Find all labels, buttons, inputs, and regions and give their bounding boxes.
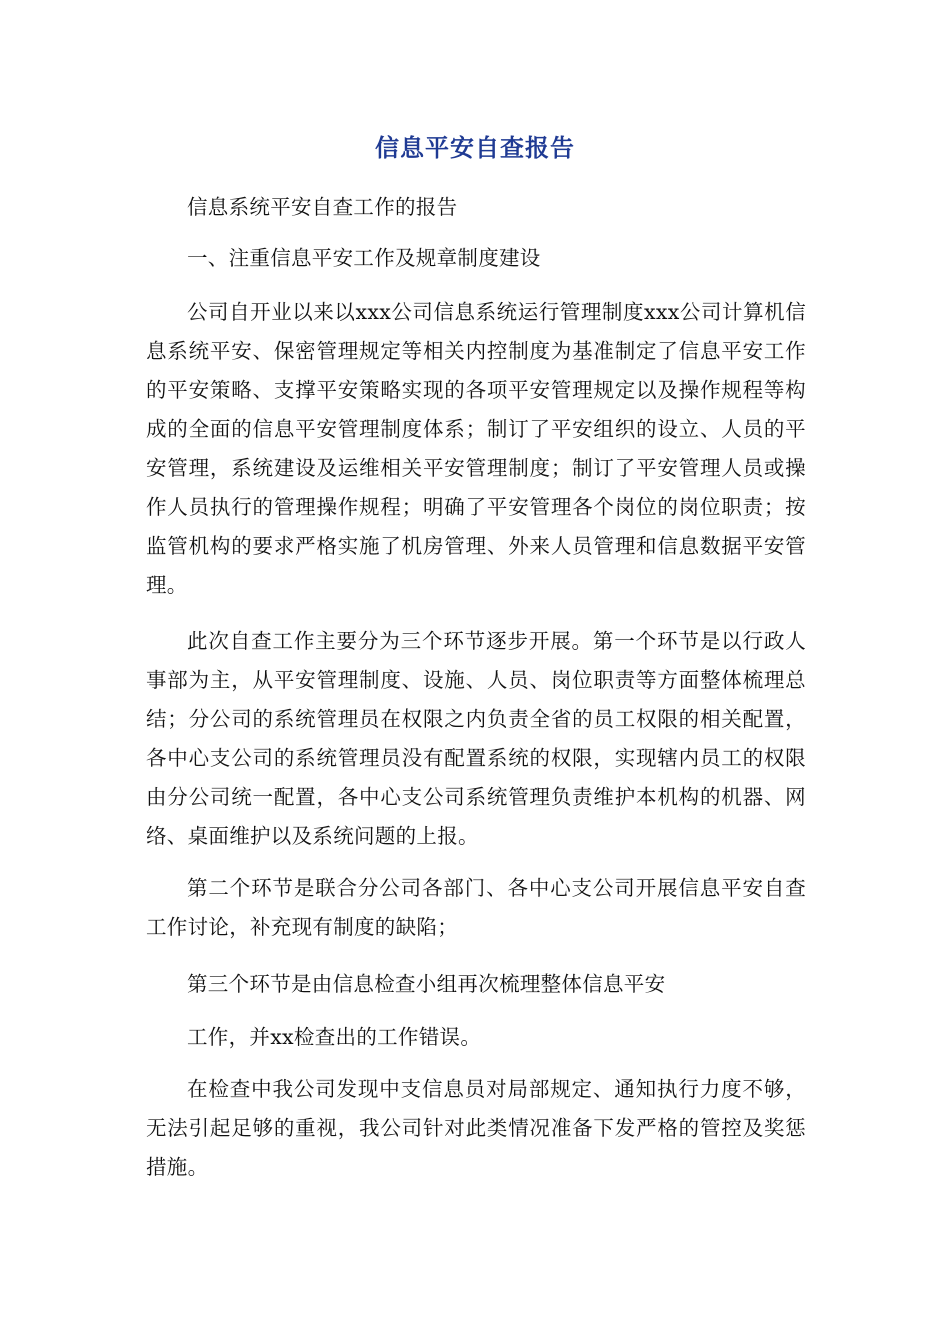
paragraph-body-4: 第三个环节是由信息检查小组再次梳理整体信息平安 xyxy=(187,972,666,996)
paragraph-body-6: 在检查中我公司发现中支信息员对局部规定、通知执行力度不够，无法引起足够的重视，我公司针对此类情况准备下发严格的管控及奖惩措施。 xyxy=(146,1077,806,1179)
document-title: 信息平安自查报告 xyxy=(375,134,575,162)
paragraph-body-3: 第二个环节是联合分公司各部门、各中心支公司开展信息平安自查工作讨论，补充现有制度的缺陷； xyxy=(146,876,806,939)
paragraph-body-1: 公司自开业以来以xxx公司信息系统运行管理制度xxx公司计算机信息系统平安、保密管理规定等相关内控制度为基准制定了信息平安工作的平安策略、支撑平安策略实现的各项平安管理规定以及操作规程等构成的全面的信息平安管理制度体系；制订了平安组织的设立、人员的平安管理，系统建设及运维相关平安管理制度；制订了平安管理人员或操作人员执行的管理操作规程；明确了平安管理各个岗位的岗位职责；按监管机构的要求严格实施了机房管理、外来人员管理和信息数据平安管理。 xyxy=(146,300,806,597)
paragraph-section-heading: 一、注重信息平安工作及规章制度建设 xyxy=(187,246,541,270)
paragraph-subtitle: 信息系统平安自查工作的报告 xyxy=(187,195,458,219)
paragraph-body-5: 工作，并xx检查出的工作错误。 xyxy=(187,1025,482,1049)
paragraph-body-2: 此次自查工作主要分为三个环节逐步开展。第一个环节是以行政人事部为主，从平安管理制度、设施、人员、岗位职责等方面整体梳理总结；分公司的系统管理员在权限之内负责全省的员工权限的相关配置，各中心支公司的系统管理员没有配置系统的权限，实现辖内员工的权限由分公司统一配置，各中心支公司系统管理负责维护本机构的机器、网络、桌面维护以及系统问题的上报。 xyxy=(146,629,806,848)
